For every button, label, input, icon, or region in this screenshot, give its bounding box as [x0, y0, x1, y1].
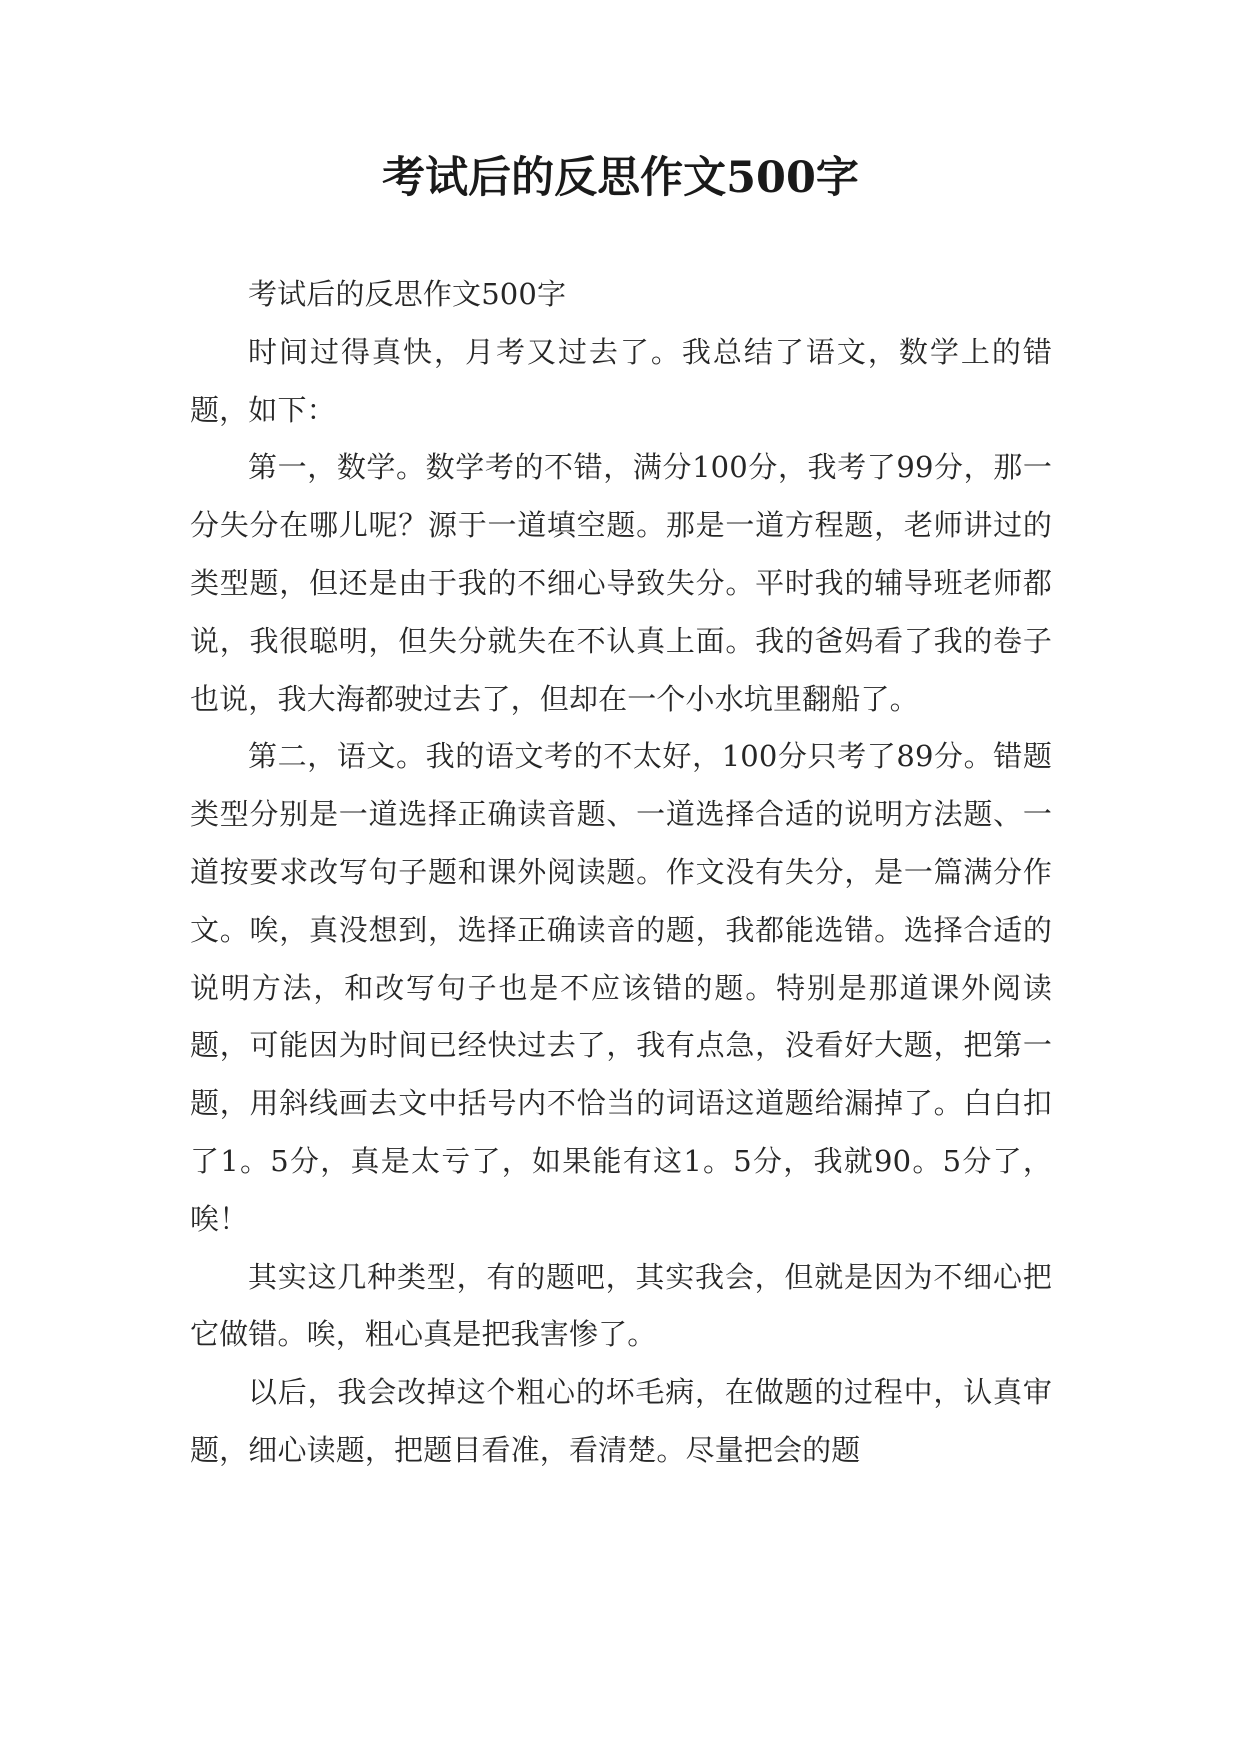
paragraph-math: 第一，数学。数学考的不错，满分100分，我考了99分，那一分失分在哪儿呢？源于一道填空题。那是一道方程题，老师讲过的类型题，但还是由于我的不细心导致失分。平时我的辅导班老师都说，我很聪明，但失分就失在不认真上面。我的爸妈看了我的卷子也说，我大海都驶过去了，但却在一个小水坑里翻船了。: [190, 450, 1052, 716]
document-body: [190, 266, 1052, 1480]
paragraph-reflection: 其实这几种类型，有的题吧，其实我会，但就是因为不细心把它做错。唉，粗心真是把我害惨了。: [190, 1259, 1052, 1352]
document-title: 考试后的反思作文500字: [382, 153, 859, 203]
paragraph-heading-repeat: 考试后的反思作文500字: [248, 277, 567, 311]
paragraph-resolution: 以后，我会改掉这个粗心的坏毛病，在做题的过程中，认真审题，细心读题，把题目看准，看清楚。尽量把会的题: [190, 1375, 1052, 1467]
paragraph-intro: 时间过得真快，月考又过去了。我总结了语文，数学上的错题，如下：: [190, 334, 1052, 427]
paragraph-chinese: 第二，语文。我的语文考的不太好，100分只考了89分。错题类型分别是一道选择正确读音题、一道选择合适的说明方法题、一道按要求改写句子题和课外阅读题。作文没有失分，是一篇满分作文。唉，真没想到，选择正确读音的题，我都能选错。选择合适的说明方法，和改写句子也是不应该错的题。特别是那道课外阅读题，可能因为时间已经快过去了，我有点急，没看好大题，把第一题，用斜线画去文中括号内不恰当的词语这道题给漏掉了。白白扣了1。5分，真是太亏了，如果能有这1。5分，我就90。5分了，唉！: [190, 739, 1052, 1236]
